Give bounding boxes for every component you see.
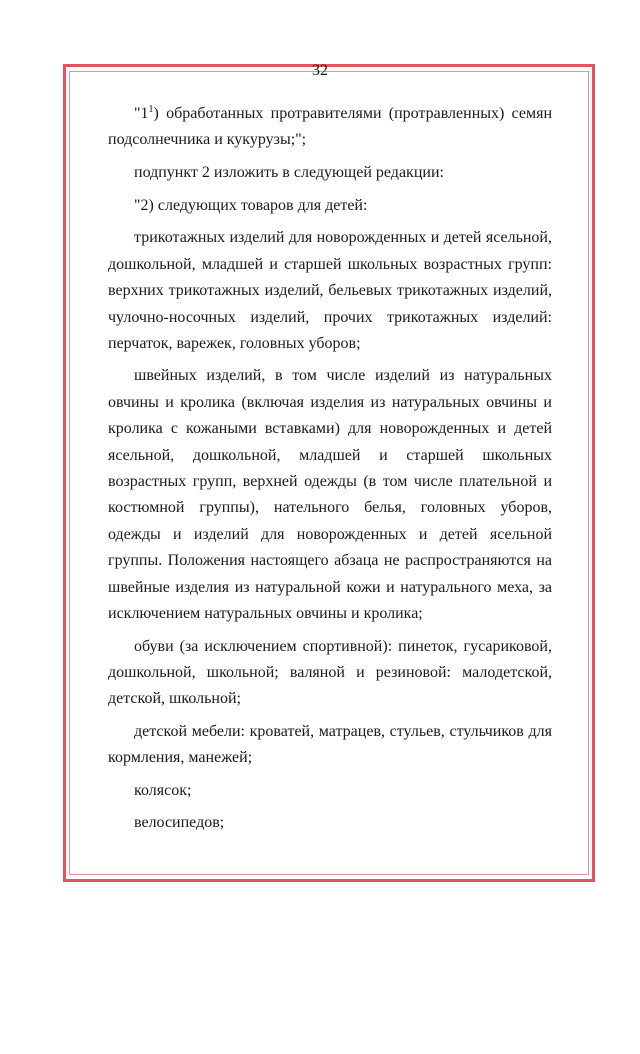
- paragraph-seeds-prefix: "1: [134, 105, 149, 122]
- paragraph-strollers: колясок;: [134, 781, 192, 799]
- paragraph-seeds-text: ) обработанных протравителями (протравленных) семян подсолнечника и кукурузы;";: [108, 105, 552, 149]
- paragraph-bicycles: велосипедов;: [134, 814, 225, 832]
- paragraph-seeds: [108, 101, 552, 154]
- paragraph-sewing: швейных изделий, в том числе изделий из натуральных овчины и кролика (включая изделия из натуральных овчины и кролика с кожаными вставками) для новорожденных и детей ясельной, дошкольной, младшей и старшей школьных возрастных групп, верхней одежды (в том числе плательной и костюмной группы), нательного белья, головных уборов, одежды и изделий для новорожденных и детей ясельной группы. Положения настоящего абзаца не распространяются на швейные изделия из натуральной кожи и натурального меха, за исключением натуральных овчины и кролика;: [108, 367, 552, 623]
- paragraph-furniture: детской мебели: кроватей, матрацев, стульев, стульчиков для кормления, манежей;: [108, 722, 552, 767]
- paragraph-subpoint-edit: подпункт 2 изложить в следующей редакции:: [134, 163, 444, 181]
- paragraph-children-goods: "2) следующих товаров для детей:: [134, 196, 368, 214]
- paragraph-footwear: обуви (за исключением спортивной): пинеток, гусариковой, дошкольной, школьной; валяной и резиновой: малодетской, детской, школьной;: [108, 637, 552, 708]
- superscript-note: 1: [148, 104, 154, 115]
- page-number: 32: [312, 62, 328, 79]
- document-body: [108, 101, 552, 843]
- paragraph-knitwear: трикотажных изделий для новорожденных и детей ясельной, дошкольной, младшей и старшей школьных возрастных групп: верхних трикотажных изделий, бельевых трикотажных изделий, чулочно-носочных изделий, прочих трикотажных изделий: перчаток, варежек, головных уборов;: [108, 229, 552, 353]
